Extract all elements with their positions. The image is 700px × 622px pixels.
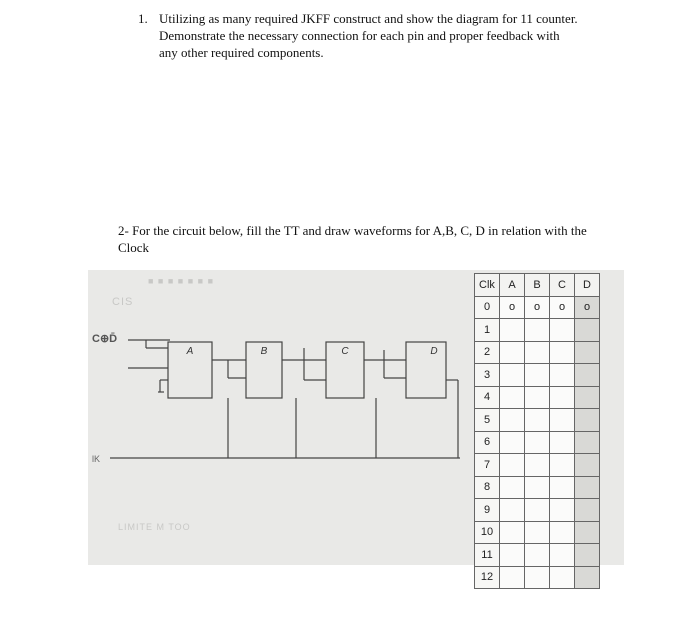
- table-row: [475, 341, 600, 364]
- question-1-text: Utilizing as many required JKFF construct and show the diagram for 11 counter. Demonstrate the necessary connection for each pin and proper feedback with any other required components.: [159, 11, 578, 60]
- tt-state-cell[interactable]: [500, 521, 525, 544]
- tt-state-cell[interactable]: [575, 364, 600, 387]
- table-row: [475, 499, 600, 522]
- circuit-diagram: [88, 270, 468, 565]
- ff-label-b: B: [260, 346, 268, 357]
- tt-state-cell[interactable]: [525, 454, 550, 477]
- table-row: [475, 409, 600, 432]
- tt-state-cell[interactable]: [575, 341, 600, 364]
- tt-header-a: A: [500, 274, 525, 297]
- question-2-text: 2- For the circuit below, fill the TT and draw waveforms for A,B, C, D in relation with the Clock: [118, 223, 587, 255]
- tt-state-cell[interactable]: [525, 319, 550, 342]
- tt-clk-cell: 4: [475, 386, 500, 409]
- tt-clk-cell: 1: [475, 319, 500, 342]
- tt-state-cell[interactable]: [550, 499, 575, 522]
- ff-d-box: [406, 342, 446, 398]
- tt-clk-cell: 12: [475, 566, 500, 589]
- tt-state-cell[interactable]: [525, 341, 550, 364]
- tt-state-cell[interactable]: [525, 566, 550, 589]
- tt-state-cell[interactable]: [500, 476, 525, 499]
- tt-state-cell[interactable]: [550, 476, 575, 499]
- tt-state-cell[interactable]: [525, 431, 550, 454]
- tt-state-cell[interactable]: [550, 521, 575, 544]
- tt-state-cell[interactable]: [525, 364, 550, 387]
- tt-state-cell[interactable]: [550, 341, 575, 364]
- tt-state-cell[interactable]: o: [550, 296, 575, 319]
- tt-state-cell[interactable]: [525, 409, 550, 432]
- tt-state-cell[interactable]: [575, 544, 600, 567]
- tt-state-cell[interactable]: [550, 364, 575, 387]
- tt-state-cell[interactable]: [550, 431, 575, 454]
- tt-state-cell[interactable]: [525, 499, 550, 522]
- faded-header-text: ■ ■ ■ ■ ■ ■ ■: [148, 276, 215, 286]
- tt-clk-cell: 11: [475, 544, 500, 567]
- tt-state-cell[interactable]: [575, 386, 600, 409]
- table-row: [475, 476, 600, 499]
- tt-state-cell[interactable]: [525, 386, 550, 409]
- tt-state-cell[interactable]: o: [500, 296, 525, 319]
- tt-state-cell[interactable]: [575, 319, 600, 342]
- tt-state-cell[interactable]: [500, 544, 525, 567]
- tt-state-cell[interactable]: [550, 319, 575, 342]
- tt-clk-cell: 5: [475, 409, 500, 432]
- circuit-photo: [88, 270, 624, 584]
- tt-clk-cell: 6: [475, 431, 500, 454]
- tt-clk-cell: 2: [475, 341, 500, 364]
- tt-state-cell[interactable]: [500, 566, 525, 589]
- table-row: [475, 454, 600, 477]
- tt-state-cell[interactable]: [500, 454, 525, 477]
- tt-clk-cell: 10: [475, 521, 500, 544]
- tt-header-clk: Clk: [475, 274, 500, 297]
- tt-state-cell[interactable]: [525, 521, 550, 544]
- table-row: [475, 566, 600, 589]
- tt-header-b: B: [525, 274, 550, 297]
- ff-label-a: A: [186, 346, 194, 357]
- clock-label: lK: [92, 454, 101, 464]
- tt-clk-cell: 9: [475, 499, 500, 522]
- tt-state-cell[interactable]: [575, 454, 600, 477]
- tt-state-cell[interactable]: o: [575, 296, 600, 319]
- tt-clk-cell: 0: [475, 296, 500, 319]
- faded-bottom-text: LIMITE M TOO: [118, 522, 191, 532]
- question-1: [138, 10, 578, 61]
- tt-state-cell[interactable]: [575, 409, 600, 432]
- question-1-number: 1.: [138, 11, 148, 26]
- table-row: [475, 296, 600, 319]
- table-row: [475, 544, 600, 567]
- tt-state-cell[interactable]: [500, 341, 525, 364]
- tt-state-cell[interactable]: [550, 454, 575, 477]
- tt-state-cell[interactable]: [500, 319, 525, 342]
- tt-state-cell[interactable]: [575, 499, 600, 522]
- ff-label-c: C: [341, 346, 349, 357]
- tt-state-cell[interactable]: [550, 566, 575, 589]
- tt-state-cell[interactable]: o: [525, 296, 550, 319]
- tt-state-cell[interactable]: [500, 499, 525, 522]
- tt-state-cell[interactable]: [575, 431, 600, 454]
- tt-state-cell[interactable]: [550, 386, 575, 409]
- tt-state-cell[interactable]: [500, 364, 525, 387]
- tt-header-c: C: [550, 274, 575, 297]
- tt-state-cell[interactable]: [575, 476, 600, 499]
- table-row: [475, 521, 600, 544]
- truth-table: [474, 273, 600, 589]
- input-label: C⊕D̄: [92, 333, 118, 345]
- tt-state-cell[interactable]: [575, 566, 600, 589]
- tt-state-cell[interactable]: [500, 386, 525, 409]
- tt-state-cell[interactable]: [550, 544, 575, 567]
- tt-header-d: D: [575, 274, 600, 297]
- tt-state-cell[interactable]: [550, 409, 575, 432]
- tt-clk-cell: 8: [475, 476, 500, 499]
- tt-state-cell[interactable]: [575, 521, 600, 544]
- table-row: [475, 431, 600, 454]
- faded-top-text: CIS: [112, 296, 134, 308]
- table-row: [475, 319, 600, 342]
- tt-state-cell[interactable]: [500, 431, 525, 454]
- tt-state-cell[interactable]: [525, 476, 550, 499]
- tt-state-cell[interactable]: [500, 409, 525, 432]
- table-row: [475, 386, 600, 409]
- ff-label-d: D: [430, 346, 438, 357]
- tt-clk-cell: 3: [475, 364, 500, 387]
- tt-state-cell[interactable]: [525, 544, 550, 567]
- tt-clk-cell: 7: [475, 454, 500, 477]
- table-row: [475, 364, 600, 387]
